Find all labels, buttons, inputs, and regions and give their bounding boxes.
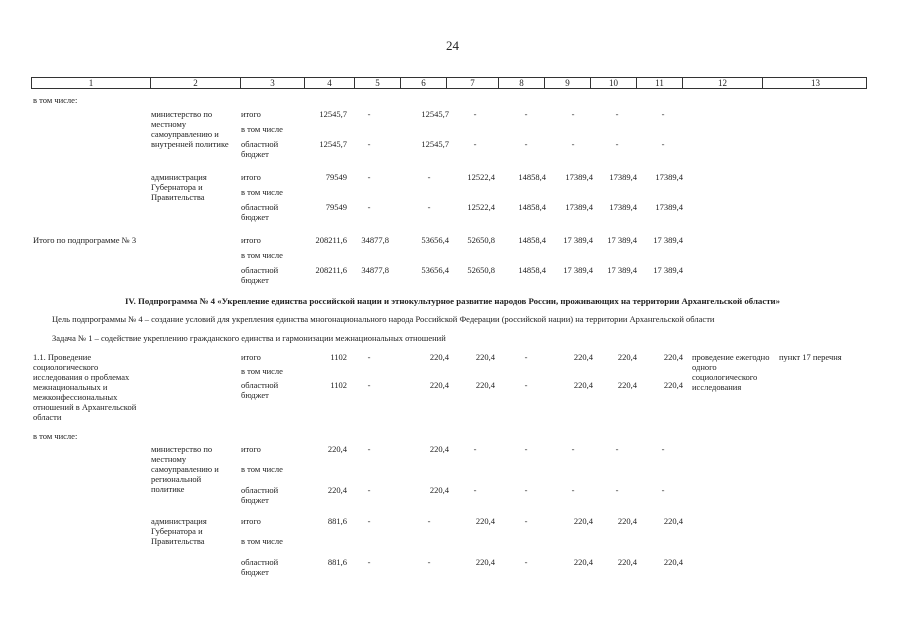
org-administration-label: администрация Губернатора и Правительства <box>151 516 207 546</box>
v-tom-chisle-label: в том числе <box>241 366 283 376</box>
value-cell: 220,4 <box>573 380 593 390</box>
table-header-row <box>31 77 867 89</box>
total-subprogram-3-label: Итого по подпрограмме № 3 <box>33 235 137 245</box>
value-cell: - <box>524 352 528 362</box>
value-cell: - <box>571 139 575 149</box>
value-cell: 220,4 <box>429 380 449 390</box>
value-cell: 220,4 <box>429 485 449 495</box>
value-cell: - <box>524 485 528 495</box>
value-cell: 208211,6 <box>315 235 347 245</box>
value-cell: 17 389,4 <box>563 235 593 245</box>
oblastnoy-budget-label: областной бюджет <box>241 139 279 159</box>
value-cell: 12545,7 <box>421 139 449 149</box>
value-cell: - <box>427 202 431 212</box>
value-cell: - <box>661 139 665 149</box>
header-col-9: 9 <box>544 78 590 89</box>
oblastnoy-budget-label: областной бюджет <box>241 485 279 505</box>
value-cell: 12545,7 <box>421 109 449 119</box>
value-cell: - <box>427 557 431 567</box>
value-cell: - <box>615 139 619 149</box>
value-cell: 17389,4 <box>609 202 637 212</box>
value-cell: 12545,7 <box>319 139 347 149</box>
value-cell: 17389,4 <box>655 172 683 182</box>
value-cell: - <box>615 485 619 495</box>
value-cell: 79549 <box>325 202 347 212</box>
value-cell: 220,4 <box>327 485 347 495</box>
v-tom-chisle-label: в том числе <box>241 187 283 197</box>
itogo-label: итого <box>241 444 261 454</box>
value-cell: - <box>524 444 528 454</box>
value-cell: 220,4 <box>573 352 593 362</box>
value-cell: 17 389,4 <box>563 265 593 275</box>
value-cell: 17389,4 <box>565 202 593 212</box>
value-cell: 14858,4 <box>518 172 546 182</box>
value-cell: 1102 <box>330 380 347 390</box>
value-cell: - <box>367 557 371 567</box>
org-ministry-label: министерство по местному самоуправлению и внутренней политике <box>151 109 229 149</box>
value-cell: - <box>661 444 665 454</box>
value-cell: 220,4 <box>663 352 683 362</box>
value-cell: 17 389,4 <box>653 235 683 245</box>
header-col-12: 12 <box>682 78 762 89</box>
value-cell: - <box>571 109 575 119</box>
value-cell: 12545,7 <box>319 109 347 119</box>
value-cell: 220,4 <box>617 516 637 526</box>
value-cell: 220,4 <box>663 516 683 526</box>
value-cell: - <box>473 444 477 454</box>
value-cell: 53656,4 <box>421 265 449 275</box>
value-cell: 17 389,4 <box>653 265 683 275</box>
value-cell: - <box>524 516 528 526</box>
value-cell: 52650,8 <box>467 265 495 275</box>
value-cell: 220,4 <box>475 352 495 362</box>
value-cell: 220,4 <box>475 380 495 390</box>
item-1-1-col12: проведение ежегодно одного социологического исследования <box>692 352 770 392</box>
value-cell: - <box>367 139 371 149</box>
value-cell: - <box>367 485 371 495</box>
itogo-label: итого <box>241 109 261 119</box>
value-cell: - <box>661 109 665 119</box>
in-total-including-label: в том числе: <box>33 95 78 105</box>
value-cell: 34877,8 <box>361 235 389 245</box>
value-cell: - <box>473 139 477 149</box>
value-cell: - <box>367 444 371 454</box>
header-col-4: 4 <box>304 78 354 89</box>
header-col-6: 6 <box>400 78 446 89</box>
itogo-label: итого <box>241 235 261 245</box>
value-cell: 208211,6 <box>315 265 347 275</box>
value-cell: 881,6 <box>327 516 347 526</box>
value-cell: 17389,4 <box>655 202 683 212</box>
value-cell: - <box>367 109 371 119</box>
value-cell: - <box>524 139 528 149</box>
value-cell: 881,6 <box>327 557 347 567</box>
itogo-label: итого <box>241 172 261 182</box>
header-col-10: 10 <box>590 78 636 89</box>
value-cell: 34877,8 <box>361 265 389 275</box>
oblastnoy-budget-label: областной бюджет <box>241 557 279 577</box>
value-cell: - <box>524 557 528 567</box>
org-administration-label: администрация Губернатора и Правительства <box>151 172 207 202</box>
value-cell: 220,4 <box>617 352 637 362</box>
header-col-13: 13 <box>762 78 868 89</box>
in-total-including-label: в том числе: <box>33 431 78 441</box>
value-cell: 220,4 <box>617 380 637 390</box>
page-number: 24 <box>446 38 459 53</box>
org-ministry-label: министерство по местному самоуправлению и региональной политике <box>151 444 219 494</box>
value-cell: 220,4 <box>573 516 593 526</box>
itogo-label: итого <box>241 352 261 362</box>
value-cell: - <box>571 444 575 454</box>
header-col-3: 3 <box>240 78 304 89</box>
value-cell: 220,4 <box>327 444 347 454</box>
value-cell: - <box>615 444 619 454</box>
v-tom-chisle-label: в том числе <box>241 124 283 134</box>
value-cell: - <box>367 516 371 526</box>
header-col-7: 7 <box>446 78 498 89</box>
oblastnoy-budget-label: областной бюджет <box>241 202 279 222</box>
v-tom-chisle-label: в том числе <box>241 464 283 474</box>
value-cell: - <box>367 202 371 212</box>
value-cell: 53656,4 <box>421 235 449 245</box>
value-cell: - <box>615 109 619 119</box>
value-cell: 220,4 <box>475 557 495 567</box>
header-col-11: 11 <box>636 78 682 89</box>
header-col-1: 1 <box>88 78 94 88</box>
value-cell: - <box>571 485 575 495</box>
value-cell: - <box>367 380 371 390</box>
value-cell: 220,4 <box>663 557 683 567</box>
item-1-1-col13: пункт 17 перечня <box>779 352 842 362</box>
value-cell: - <box>367 352 371 362</box>
value-cell: - <box>367 172 371 182</box>
value-cell: 79549 <box>325 172 347 182</box>
section-4-task: Задача № 1 – содействие укреплению гражданского единства и гармонизации межнациональных отношений <box>52 333 446 343</box>
value-cell: 17389,4 <box>565 172 593 182</box>
header-col-2: 2 <box>150 78 240 89</box>
value-cell: 220,4 <box>429 444 449 454</box>
value-cell: 220,4 <box>573 557 593 567</box>
oblastnoy-budget-label: областной бюджет <box>241 265 279 285</box>
value-cell: 12522,4 <box>467 202 495 212</box>
value-cell: 14858,4 <box>518 202 546 212</box>
value-cell: - <box>524 380 528 390</box>
value-cell: - <box>473 109 477 119</box>
value-cell: - <box>661 485 665 495</box>
header-col-8: 8 <box>498 78 544 89</box>
value-cell: 220,4 <box>429 352 449 362</box>
v-tom-chisle-label: в том числе <box>241 536 283 546</box>
itogo-label: итого <box>241 516 261 526</box>
value-cell: 220,4 <box>663 380 683 390</box>
header-col-5: 5 <box>354 78 400 89</box>
value-cell: 14858,4 <box>518 265 546 275</box>
section-4-heading: IV. Подпрограмма № 4 «Укрепление единства российской нации и этнокультурное развитие народов России, проживающих на территории Архангельской области» <box>124 296 781 306</box>
oblastnoy-budget-label: областной бюджет <box>241 380 279 400</box>
value-cell: 1102 <box>330 352 347 362</box>
value-cell: - <box>524 109 528 119</box>
item-1-1-name: 1.1. Проведение социологического исследования о проблемах межнациональных и межконфессиональных отношений в Архангельской области <box>33 352 137 422</box>
v-tom-chisle-label: в том числе <box>241 250 283 260</box>
section-4-goal: Цель подпрограммы № 4 – создание условий для укрепления единства многонационального народа Российской Федерации (российской нации) на территории Архангельской области <box>52 314 715 324</box>
value-cell: 12522,4 <box>467 172 495 182</box>
value-cell: 14858,4 <box>518 235 546 245</box>
value-cell: 52650,8 <box>467 235 495 245</box>
value-cell: - <box>427 172 431 182</box>
value-cell: 220,4 <box>475 516 495 526</box>
value-cell: 17389,4 <box>609 172 637 182</box>
value-cell: - <box>427 516 431 526</box>
value-cell: 17 389,4 <box>607 265 637 275</box>
value-cell: 17 389,4 <box>607 235 637 245</box>
value-cell: 220,4 <box>617 557 637 567</box>
value-cell: - <box>473 485 477 495</box>
